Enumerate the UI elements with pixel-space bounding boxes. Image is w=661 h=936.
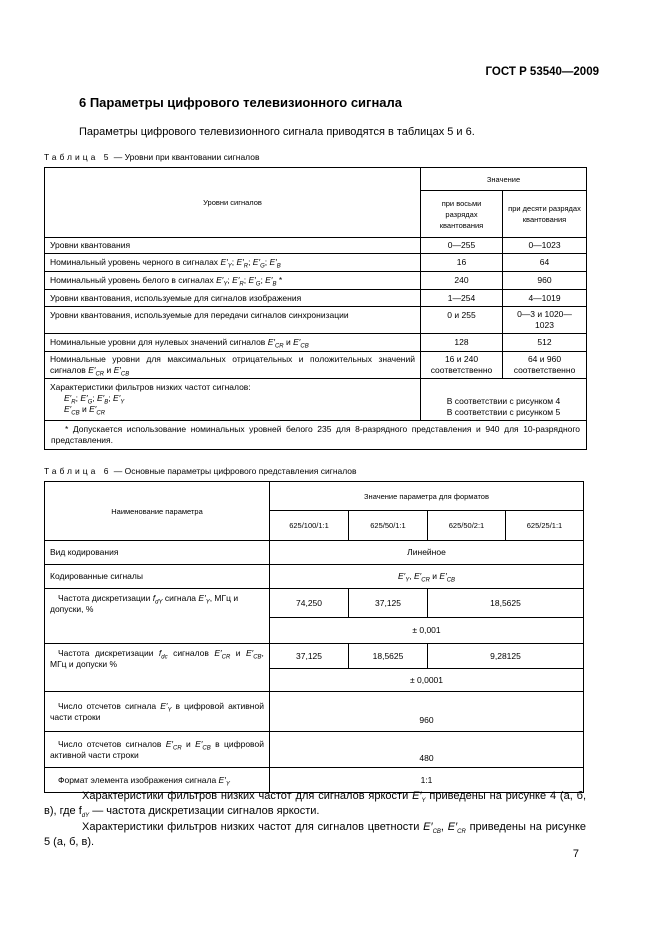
- page-number: 7: [572, 848, 579, 860]
- table-row: Уровни квантования, используемые для сигналов изображения 1—254 4—1019: [45, 290, 587, 307]
- table-row: Уровни квантования, используемые для передачи сигналов синхронизации 0 и 255 0—3 и 1020—1023: [45, 307, 587, 334]
- table-row: ± 0,001: [45, 618, 584, 644]
- table-row: Частота дискретизации $f_{dc}$ сигналов $E'_{CR}$ и $E'_{CB}$, МГц и допуски % 37,125 18,5625 9,28125: [45, 644, 584, 669]
- table6: [44, 481, 584, 793]
- table5: [44, 167, 587, 450]
- table-row: Число отсчетов сигнала $E'_Y$ в цифровой активной части строки 960: [45, 692, 584, 732]
- table5-caption: Таблица 5 — Уровни при квантовании сигналов: [44, 152, 260, 162]
- t5-head-levels: Уровни сигналов: [45, 168, 421, 238]
- table-row: Уровни квантования 0—255 0—1023: [45, 238, 587, 254]
- table-row: Номинальные уровни для максимальных отрицательных и положительных значений сигналов $E'_{CR}$ и $E'_{CB}$ 16 и 240 соответственно 64 и 960 соответственно: [45, 352, 587, 379]
- table5-footnote: * Допускается использование номинальных уровней белого 235 для 8-разрядного представления и 940 для 10-разрядного представления.: [45, 421, 587, 450]
- table-row: Кодированные сигналы $E'_Y$, $E'_{CR}$ и $E'_{CB}$: [45, 565, 584, 589]
- t6-head-param: Наименование параметра: [45, 482, 270, 541]
- table-row: Формат элемента изображения сигнала $E'_Y$ 1:1: [45, 768, 584, 793]
- table-row: ± 0,0001: [45, 669, 584, 692]
- table-row: Частота дискретизации $f_{dY}$ сигнала $E'_Y$, МГц и допуски, % 74,250 37,125 18,5625: [45, 589, 584, 618]
- t6-head-format: 625/100/1:1: [270, 511, 349, 541]
- t6-head-format: 625/50/2:1: [428, 511, 506, 541]
- t6-head-format: 625/50/1:1: [349, 511, 428, 541]
- table-row: Вид кодирования Линейное: [45, 541, 584, 565]
- table6-caption: Таблица 6 — Основные параметры цифрового представления сигналов: [44, 466, 357, 476]
- standard-number: ГОСТ Р 53540—2009: [485, 66, 599, 78]
- t5-head-10bit: при десяти разрядах квантования: [503, 191, 587, 238]
- t6-head-value: Значение параметра для форматов: [270, 482, 584, 511]
- t6-head-format: 625/25/1:1: [506, 511, 584, 541]
- table5-footnote-row: [45, 421, 587, 450]
- section-title: 6 Параметры цифрового телевизионного сигнала: [79, 95, 403, 110]
- table-row: Число отсчетов сигналов $E'_{CR}$ и $E'_{CB}$ в цифровой активной части строки 480: [45, 732, 584, 768]
- paragraph-chroma-filters: Характеристики фильтров низких частот для сигналов цветности $E'_{CB}$, $E'_{CR}$ приведены на рисунке 5 (а, б, в).: [44, 821, 586, 848]
- t5-head-8bit: при восьми разрядах квантования: [421, 191, 503, 238]
- table-row: Номинальный уровень черного в сигналах $E'_Y$; $E'_R$; $E'_G$; $E'_B$ 16 64: [45, 254, 587, 272]
- paragraph-luma-filters: Характеристики фильтров низких частот для сигналов яркости $E'_Y$ приведены на рисунке 4 (а, б, в), где $f_{dY}$ — частота дискретизации сигналов яркости.: [44, 790, 586, 820]
- table-row: Характеристики фильтров низких частот сигналов: $E'_R$; $E'_G$; $E'_B$; $E'_Y$ $E'_{CB}$ и $E'_{CR}$ В соответствии с рисунком 4 В соответствии с рисунком 5: [45, 379, 587, 421]
- section-intro: Параметры цифрового телевизионного сигнала приводятся в таблицах 5 и 6.: [79, 126, 475, 138]
- table-row: Номинальные уровни для нулевых значений сигналов $E'_{CR}$ и $E'_{CB}$ 128 512: [45, 334, 587, 352]
- table-row: Номинальный уровень белого в сигналах $E'_Y$; $E'_R$; $E'_G$; $E'_B$ * 240 960: [45, 272, 587, 290]
- t5-head-value: Значение: [421, 168, 587, 191]
